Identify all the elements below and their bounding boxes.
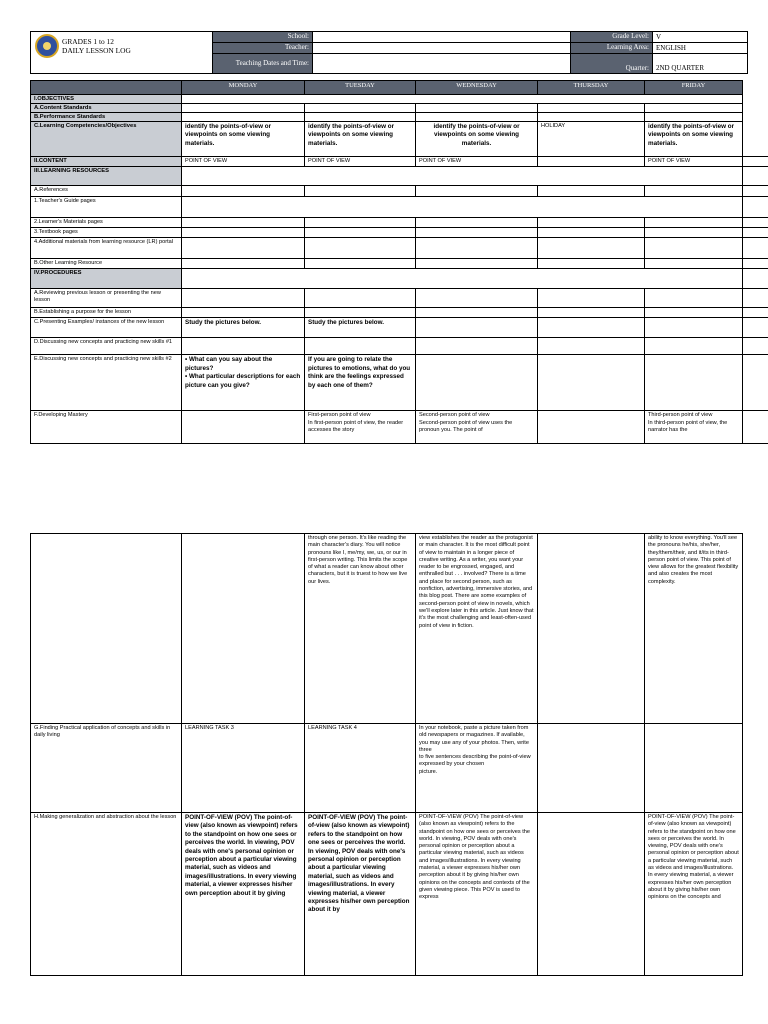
cell[interactable]: [645, 308, 743, 318]
proc-d-label: D.Discussing new concepts and practicing new skills #1: [31, 338, 182, 355]
cell[interactable]: [416, 237, 538, 258]
cell: [182, 167, 743, 186]
cell[interactable]: [538, 237, 645, 258]
cell[interactable]: [416, 338, 538, 355]
lesson-log-table-page-1: [30, 80, 768, 444]
objectives-heading: I.OBJECTIVES: [31, 95, 182, 104]
tuesday-content: POINT OF VIEW: [305, 157, 416, 167]
cell[interactable]: [305, 237, 416, 258]
cell[interactable]: [182, 196, 743, 217]
other-resource-label: B.Other Learning Resource: [31, 258, 182, 268]
cell[interactable]: [538, 258, 645, 268]
proc-b-label: B.Establishing a purpose for the lesson: [31, 308, 182, 318]
cell[interactable]: [645, 258, 743, 268]
school-value[interactable]: [313, 32, 571, 43]
cell[interactable]: [538, 534, 645, 724]
tuesday-first-person-text: First-person point of view In first-person point of view, the reader accesses the story: [305, 411, 416, 444]
cell[interactable]: [645, 289, 743, 308]
cell[interactable]: [305, 338, 416, 355]
cell: [743, 237, 768, 258]
monday-study-pictures: Study the pictures below.: [182, 318, 305, 338]
teacher-label: Teacher:: [213, 43, 313, 54]
cell[interactable]: [182, 217, 305, 227]
thursday-holiday: HOLIDAY: [538, 122, 645, 157]
cell[interactable]: [182, 289, 305, 308]
cell[interactable]: [416, 258, 538, 268]
cell[interactable]: [416, 227, 538, 237]
cell[interactable]: [182, 308, 305, 318]
cell: [31, 534, 182, 724]
logo-line-1: GRADES 1 to 12: [62, 37, 114, 46]
tuesday-generalization: POINT-OF-VIEW (POV) The point-of-view (also known as viewpoint) refers to the standpoint on how one sees or perceives the world. In viewing, POV deals with one's personal opinion or perception about a particular viewing material, such as videos and images/illustrations. In every viewing material, a viewer expresses his/her own perception about it by: [305, 813, 416, 976]
cell[interactable]: [182, 113, 305, 122]
day-header-tuesday: TUESDAY: [305, 81, 416, 95]
dates-label: Teaching Dates and Time:: [213, 54, 313, 74]
cell[interactable]: [538, 411, 645, 444]
wednesday-second-person-continued: view establishes the reader as the protagonist or main character. It is the most difficult point of view to maintain in a longer piece of creative writing. As a writer, you want your reader to be engrossed, engaged, and enthralled but . . . involved? There is a time and place for second person, such as nonfiction, advertising, immersive stories, and this blog post. There are some examples of second-person point of view in novels, which we'll explore later in this article. Just know that it's the most challenging and least-often-used point of view in fiction.: [416, 534, 538, 724]
learning-area-label: Learning Area:: [571, 43, 653, 54]
cell[interactable]: [416, 186, 538, 196]
wednesday-generalization: POINT-OF-VIEW (POV) The point-of-view (also known as viewpoint) refers to the standpoint on how one sees or perceives the world. In viewing, POV deals with one's personal opinion or perception about a particular viewing material, such as videos and images/illustrations. In every viewing material, a viewer expresses his/her own perception about it by giving his/her own opinions on the concepts and contexts of the given viewing piece. This POV is used to express: [416, 813, 538, 976]
cell[interactable]: [538, 338, 645, 355]
cell[interactable]: [182, 186, 305, 196]
grade-level-value[interactable]: V: [653, 32, 748, 43]
cell[interactable]: [538, 355, 645, 411]
day-header-thursday: THURSDAY: [538, 81, 645, 95]
cell[interactable]: [645, 237, 743, 258]
performance-standards-label: B.Performance Standards: [31, 113, 182, 122]
cell[interactable]: [416, 289, 538, 308]
cell[interactable]: [305, 186, 416, 196]
cell: [743, 167, 768, 186]
monday-generalization: POINT-OF-VIEW (POV) The point-of-view (also known as viewpoint) refers to the standpoint on how one sees or perceives the world. In viewing, POV deals with one's personal opinion or perception about a particular viewing material, such as videos and images/illustrations. In every viewing material, a viewer expresses his/her own perception about it by giving: [182, 813, 305, 976]
cell[interactable]: [538, 724, 645, 813]
cell[interactable]: [416, 113, 538, 122]
additional-materials-label: 4.Additional materials from learning resource (LR) portal: [31, 237, 182, 258]
wednesday-second-person-text: Second-person point of view Second-person point of view uses the pronoun you. The point of: [416, 411, 538, 444]
learning-area-value[interactable]: ENGLISH: [653, 43, 748, 54]
cell: [743, 258, 768, 268]
cell: [743, 338, 768, 355]
dates-value[interactable]: [313, 54, 571, 74]
cell: [743, 157, 768, 167]
tuesday-study-pictures: Study the pictures below.: [305, 318, 416, 338]
competencies-label: C.Learning Competencies/Objectives: [31, 122, 182, 157]
monday-discussion-questions: • What can you say about the pictures? • What particular descriptions for each picture can you give?: [182, 355, 305, 411]
cell[interactable]: [538, 308, 645, 318]
wednesday-content: POINT OF VIEW: [416, 157, 538, 167]
deped-seal-icon: [35, 34, 59, 58]
tuesday-first-person-continued: through one person. It's like reading the main character's diary. You will notice pronouns like I, me/my, we, us, or our in first-person writing. This limits the scope of what a reader can know about other characters, but it is truest to how we live our lives.: [305, 534, 416, 724]
cell[interactable]: [416, 318, 538, 338]
cell[interactable]: [182, 411, 305, 444]
cell[interactable]: [538, 813, 645, 976]
cell[interactable]: [305, 217, 416, 227]
cell: [743, 227, 768, 237]
logo-cell: [31, 32, 213, 74]
content-label: II.CONTENT: [31, 157, 182, 167]
day-header-friday: FRIDAY: [645, 81, 743, 95]
cell[interactable]: [538, 289, 645, 308]
cell[interactable]: [645, 104, 743, 113]
cell: [743, 411, 768, 444]
cell[interactable]: [645, 338, 743, 355]
cell[interactable]: [182, 104, 305, 113]
monday-content: POINT OF VIEW: [182, 157, 305, 167]
tuesday-competency: identify the points-of-view or viewpoints on some viewing materials.: [305, 122, 416, 157]
procedures-heading: IV.PROCEDURES: [31, 269, 182, 289]
learning-resources-heading: III.LEARNING RESOURCES: [31, 167, 182, 186]
cell[interactable]: [645, 217, 743, 227]
cell[interactable]: [416, 104, 538, 113]
grade-level-label: Grade Level:: [571, 32, 653, 43]
objectives-span: [182, 95, 743, 104]
content-standards-label: A.Content Standards: [31, 104, 182, 113]
cell[interactable]: [182, 227, 305, 237]
school-label: School:: [213, 32, 313, 43]
cell[interactable]: [538, 186, 645, 196]
cell: [182, 269, 743, 289]
wednesday-application-task: In your notebook, paste a picture taken from old newspapers or magazines. If available, you may use any of your photos. Then, write three to five sentences describing the point-of-view expressed by your chosen picture.: [416, 724, 538, 813]
cell[interactable]: [305, 289, 416, 308]
lesson-log-table-page-2: [30, 533, 768, 976]
cell: [743, 308, 768, 318]
cell[interactable]: [538, 318, 645, 338]
cell[interactable]: [182, 534, 305, 724]
friday-third-person-continued: ability to know everything. You'll see the pronouns he/his, she/her, they/them/their, and it/its in third-person point of view. This point of view allows for the greatest flexibility and also creates the most complexity.: [645, 534, 743, 724]
cell[interactable]: [645, 318, 743, 338]
cell[interactable]: [182, 338, 305, 355]
friday-competency: identify the points-of-view or viewpoints on some viewing materials.: [645, 122, 743, 157]
cell[interactable]: [305, 113, 416, 122]
cell: [743, 318, 768, 338]
cell[interactable]: [645, 355, 743, 411]
teacher-value[interactable]: [313, 43, 571, 54]
cell[interactable]: [416, 308, 538, 318]
cell[interactable]: [538, 113, 645, 122]
tuesday-learning-task: LEARNING TASK 4: [305, 724, 416, 813]
cell[interactable]: [416, 217, 538, 227]
cell: [743, 289, 768, 308]
friday-content: POINT OF VIEW: [645, 157, 743, 167]
proc-c-label: C.Presenting Examples/ instances of the new lesson: [31, 318, 182, 338]
logo-text: [62, 37, 131, 55]
cell: [743, 217, 768, 227]
cell: [743, 196, 768, 217]
friday-generalization: POINT-OF-VIEW (POV) The point-of-view (also known as viewpoint) refers to the standpoint on how one sees or perceives the world. In viewing, POV deals with one's personal opinion or perception about a particular viewing material, such as videos and images/illustrations. In every viewing material, a viewer expresses his/her own perception about it by giving his/her own opinions on the concepts and: [645, 813, 743, 976]
cell: [743, 355, 768, 411]
cell[interactable]: [416, 355, 538, 411]
logo-line-2: DAILY LESSON LOG: [62, 46, 131, 55]
cell[interactable]: [645, 113, 743, 122]
cell[interactable]: [645, 724, 743, 813]
proc-a-label: A.Reviewing previous lesson or presenting the new lesson: [31, 289, 182, 308]
cell[interactable]: [182, 258, 305, 268]
cell[interactable]: [305, 104, 416, 113]
proc-e-label: E.Discussing new concepts and practicing new skills #2: [31, 355, 182, 411]
cell[interactable]: [538, 217, 645, 227]
cell[interactable]: [538, 104, 645, 113]
day-header-monday: MONDAY: [182, 81, 305, 95]
lm-pages-label: 2.Learner's Materials pages: [31, 217, 182, 227]
quarter-value[interactable]: 2ND QUARTER: [653, 54, 748, 74]
row-label-header: [31, 81, 182, 95]
cell: [743, 269, 768, 289]
cell[interactable]: [305, 308, 416, 318]
cell[interactable]: [538, 157, 645, 167]
proc-h-label: H.Making generalization and abstraction about the lesson: [31, 813, 182, 976]
quarter-label: Quarter:: [571, 54, 653, 74]
cell[interactable]: [305, 227, 416, 237]
tg-pages-label: 1.Teacher's Guide pages: [31, 196, 182, 217]
textbook-label: 3.Textbook pages: [31, 227, 182, 237]
proc-f-label: F.Developing Mastery: [31, 411, 182, 444]
tuesday-discussion-question: If you are going to relate the pictures to emotions, what do you think are the feelings expressed by each one of them?: [305, 355, 416, 411]
day-header-wednesday: WEDNESDAY: [416, 81, 538, 95]
cell[interactable]: [182, 237, 305, 258]
cell[interactable]: [645, 227, 743, 237]
wednesday-competency: identify the points-of-view or viewpoints on some viewing materials.: [416, 122, 538, 157]
monday-competency: identify the points-of-view or viewpoints on some viewing materials.: [182, 122, 305, 157]
proc-g-label: G.Finding Practical application of concepts and skills in daily living: [31, 724, 182, 813]
cell[interactable]: [538, 227, 645, 237]
cell[interactable]: [305, 258, 416, 268]
friday-third-person-text: Third-person point of view In third-person point of view, the narrator has the: [645, 411, 743, 444]
monday-learning-task: LEARNING TASK 3: [182, 724, 305, 813]
cell[interactable]: [645, 186, 743, 196]
cell: [743, 186, 768, 196]
references-label: A.References: [31, 186, 182, 196]
header-table: [30, 31, 748, 74]
